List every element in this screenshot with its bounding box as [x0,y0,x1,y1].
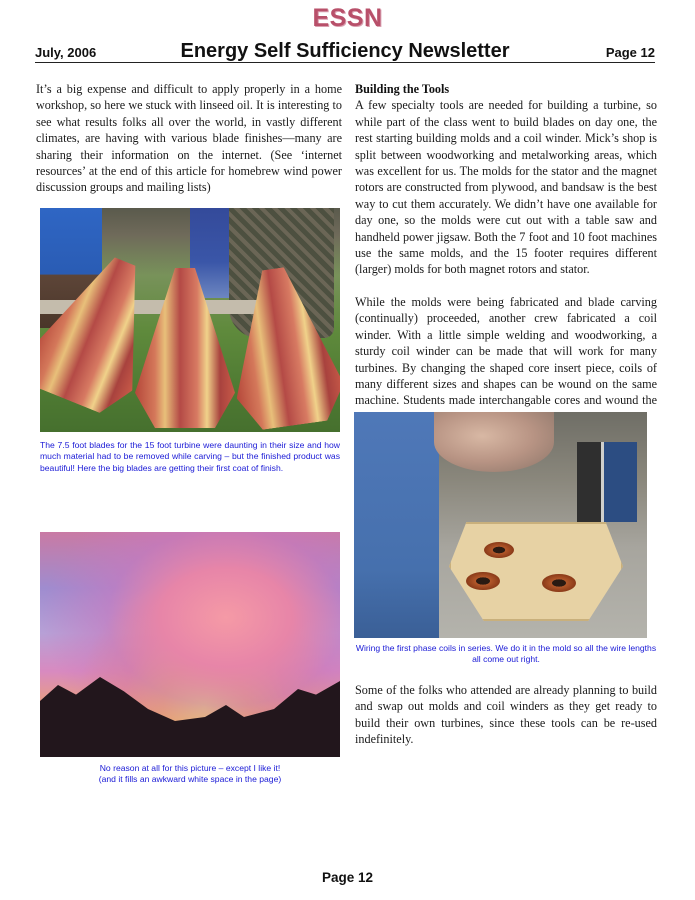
masthead-header [35,40,655,63]
sunset-caption-line1: No reason at all for this picture – except I like it! [99,763,281,773]
essn-logo: ESSN [312,4,383,32]
paint-cans [577,442,637,522]
footer-page-number: Page 12 [321,870,374,885]
turbine-blades-photo [40,208,340,432]
sunset-caption-line2: (and it fills an awkward white space in the page) [98,774,282,785]
copper-coil [484,542,514,558]
coil-wiring-photo [354,412,647,638]
newsletter-title: Energy Self Sufficiency Newsletter [180,40,510,62]
sunset-caption [40,763,340,786]
person-head [434,412,554,472]
person-blue-shirt [354,412,439,638]
header-page-number: Page 12 [605,45,655,60]
intro-paragraph: It’s a big expense and difficult to apply properly in a home workshop, so here we stuck with linseed oil. It is interesting to see what results folks all over the world, in vastly different climates, are having with various blade finishes—many are sharing their information on the internet. (See ‘internet resources’ at the end of this article for homebrew wind power discussion groups and mailing lists) [36,82,342,195]
tools-paragraph-3: Some of the folks who attended are already planning to build and swap out molds and coil winders as they get ready to build their own turbines, since these tools can be re-used indefinitely. [355,683,657,747]
building-tools-section [355,81,657,425]
tools-paragraph-2: While the molds were being fabricated and blade carving (continually) proceeded, another crew fabricated a coil winder. With a little simple welding and woodworking, a sturdy coil winder can be made that will work for many turbines. By changing the shaped core insert piece, coils of many different sizes and shapes can be wound on the same machine. Students made interchangable cores and wound the [355,294,657,408]
copper-coil [542,574,576,592]
stator-mold [449,522,623,621]
tree-silhouette [40,677,340,757]
tools-paragraph-1: A few specialty tools are needed for building a turbine, so while part of the class went to build blades on day one, the rest starting building molds and a coil winder. Mick’s shop is split between woodworking and metalworking areas, which was excellent for us. The molds for the stator and the magnet rotors are constructed from plywood, and bandsaw is the best way to cut them accurately. We didn’t have one available for day one, so the molds were cut out with a table saw and handheld power jigsaw. Both the 7 foot and 10 foot machines use the same molds, and the 15 footer requires different (larger) molds for both magnet rotors and stator. [355,98,657,277]
coils-photo-caption: Wiring the first phase coils in series. We do it in the mold so all the wire lengths all come out right. [355,643,657,665]
copper-coil [466,572,500,590]
section-heading: Building the Tools [355,82,450,96]
sunset-photo [40,532,340,757]
blades-photo-caption: The 7.5 foot blades for the 15 foot turbine were daunting in their size and how much material had to be removed while carving – but the finished product was beautiful! Here the big blades are getting their first coat of finish. [40,440,340,473]
issue-date: July, 2006 [35,45,97,60]
